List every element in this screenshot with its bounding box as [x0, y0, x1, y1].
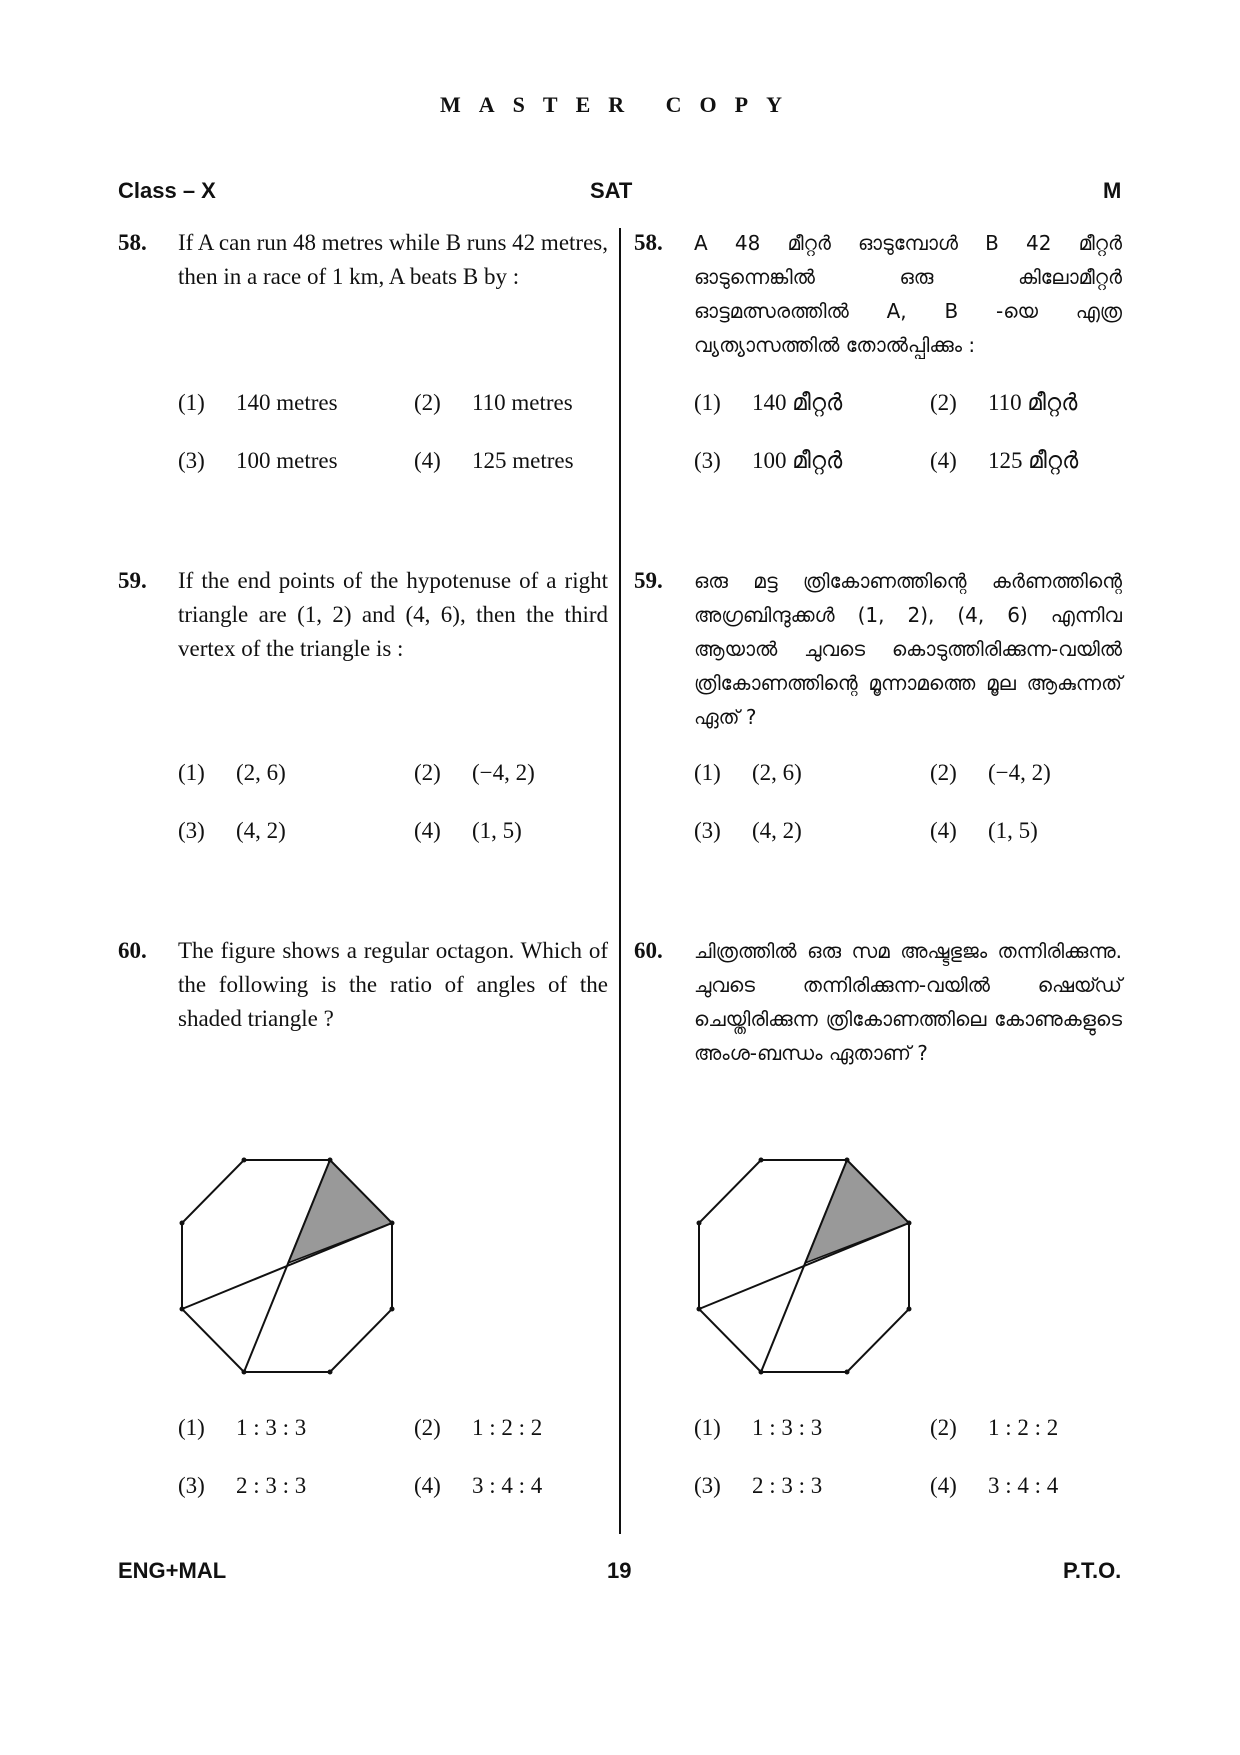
option-value: (4, 2)	[236, 818, 286, 843]
option-label: (1)	[178, 390, 205, 415]
option-value: 1 : 2 : 2	[472, 1415, 543, 1440]
master-copy-heading: MASTER COPY	[440, 92, 800, 117]
question-number: 58.	[118, 230, 147, 255]
option-label: (2)	[930, 760, 957, 785]
option-label: (1)	[694, 760, 721, 785]
question-number: 59.	[634, 568, 663, 593]
class-label: Class – X	[118, 178, 216, 203]
page-number: 19	[607, 1558, 632, 1583]
option-label: (2)	[414, 1415, 441, 1440]
option-label: (3)	[178, 1473, 205, 1498]
shaded-triangle	[288, 1160, 392, 1263]
option-label: (3)	[178, 448, 205, 473]
question-text: ചിത്രത്തിൽ ഒരു സമ അഷ്ടഭുജം തന്നിരിക്കുന്നു. ചുവടെ തന്നിരിക്കുന്ന-വയിൽ ഷെയ്ഡ് ചെയ്തിരിക്കുന്ന ത്രികോണത്തിലെ കോണുകളുടെ അംശ-ബന്ധം ഏതാണ് ?	[694, 939, 1122, 1065]
option-label: (1)	[694, 1415, 721, 1440]
option-label: (1)	[178, 1415, 205, 1440]
option-label: (2)	[930, 390, 957, 415]
option-value: 110 മീറ്റർ	[988, 390, 1078, 415]
option-value: 140 മീറ്റർ	[752, 390, 843, 415]
option-value: 1 : 3 : 3	[752, 1415, 823, 1440]
option-value: 100 metres	[236, 448, 338, 473]
option-label: (3)	[694, 448, 721, 473]
option-value: 125 metres	[472, 448, 574, 473]
option-value: (4, 2)	[752, 818, 802, 843]
option-value: 1 : 2 : 2	[988, 1415, 1059, 1440]
question-number: 58.	[634, 230, 663, 255]
option-value: 2 : 3 : 3	[752, 1473, 823, 1498]
option-value: 110 metres	[472, 390, 573, 415]
option-value: (1, 5)	[472, 818, 522, 843]
option-label: (4)	[930, 818, 957, 843]
option-value: 1 : 3 : 3	[236, 1415, 307, 1440]
octagon-figure-ml	[689, 1155, 919, 1380]
question-text: If the end points of the hypotenuse of a right triangle are (1, 2) and (4, 6), then the third vertex of the triangle is :	[178, 568, 608, 661]
option-value: 3 : 4 : 4	[472, 1473, 543, 1498]
option-label: (2)	[930, 1415, 957, 1440]
question-number: 59.	[118, 568, 147, 593]
diagonal-line	[182, 1223, 392, 1309]
option-value: 3 : 4 : 4	[988, 1473, 1059, 1498]
option-label: (2)	[414, 760, 441, 785]
option-label: (4)	[930, 1473, 957, 1498]
option-value: (1, 5)	[988, 818, 1038, 843]
option-label: (4)	[414, 818, 441, 843]
pto-label: P.T.O.	[1063, 1558, 1122, 1583]
version-label: M	[1103, 178, 1122, 203]
question-text: ഒരു മട്ട ത്രികോണത്തിന്റെ കർണത്തിന്റെ അഗ്രബിന്ദുക്കൾ (1, 2), (4, 6) എന്നിവ ആയാൽ ചുവടെ കൊടുത്തിരിക്കുന്ന-വയിൽ ത്രികോണത്തിന്റെ മൂന്നാമത്തെ മൂല ആകുന്നത് ഏത് ?	[694, 569, 1122, 729]
shaded-triangle	[805, 1160, 909, 1263]
question-text: A 48 മീറ്റർ ഓടുമ്പോൾ B 42 മീറ്റർ ഓടുന്നെങ്കിൽ ഒരു കിലോമീറ്റർ ഓട്ടമത്സരത്തിൽ A, B -യെ എത്ര വ്യത്യാസത്തിൽ തോൽപ്പിക്കും :	[694, 231, 1122, 357]
option-label: (3)	[694, 1473, 721, 1498]
question-text: If A can run 48 metres while B runs 42 metres, then in a race of 1 km, A beats B by :	[178, 230, 608, 289]
column-divider	[619, 228, 621, 1534]
option-value: 140 metres	[236, 390, 338, 415]
option-value: 125 മീറ്റർ	[988, 448, 1079, 473]
question-text: The figure shows a regular octagon. Which of the following is the ratio of angles of the shaded triangle ?	[178, 938, 608, 1031]
option-label: (1)	[694, 390, 721, 415]
diagonal-line	[699, 1223, 909, 1309]
option-label: (3)	[178, 818, 205, 843]
option-value: (−4, 2)	[988, 760, 1051, 785]
option-label: (4)	[930, 448, 957, 473]
question-number: 60.	[118, 938, 147, 963]
option-label: (2)	[414, 390, 441, 415]
option-value: (−4, 2)	[472, 760, 535, 785]
option-label: (1)	[178, 760, 205, 785]
octagon-figure-en	[172, 1155, 402, 1380]
option-value: (2, 6)	[752, 760, 802, 785]
option-value: 100 മീറ്റർ	[752, 448, 843, 473]
option-value: (2, 6)	[236, 760, 286, 785]
question-number: 60.	[634, 938, 663, 963]
language-code: ENG+MAL	[118, 1558, 227, 1583]
exam-label: SAT	[590, 178, 633, 203]
option-label: (4)	[414, 1473, 441, 1498]
option-label: (4)	[414, 448, 441, 473]
option-value: 2 : 3 : 3	[236, 1473, 307, 1498]
option-label: (3)	[694, 818, 721, 843]
